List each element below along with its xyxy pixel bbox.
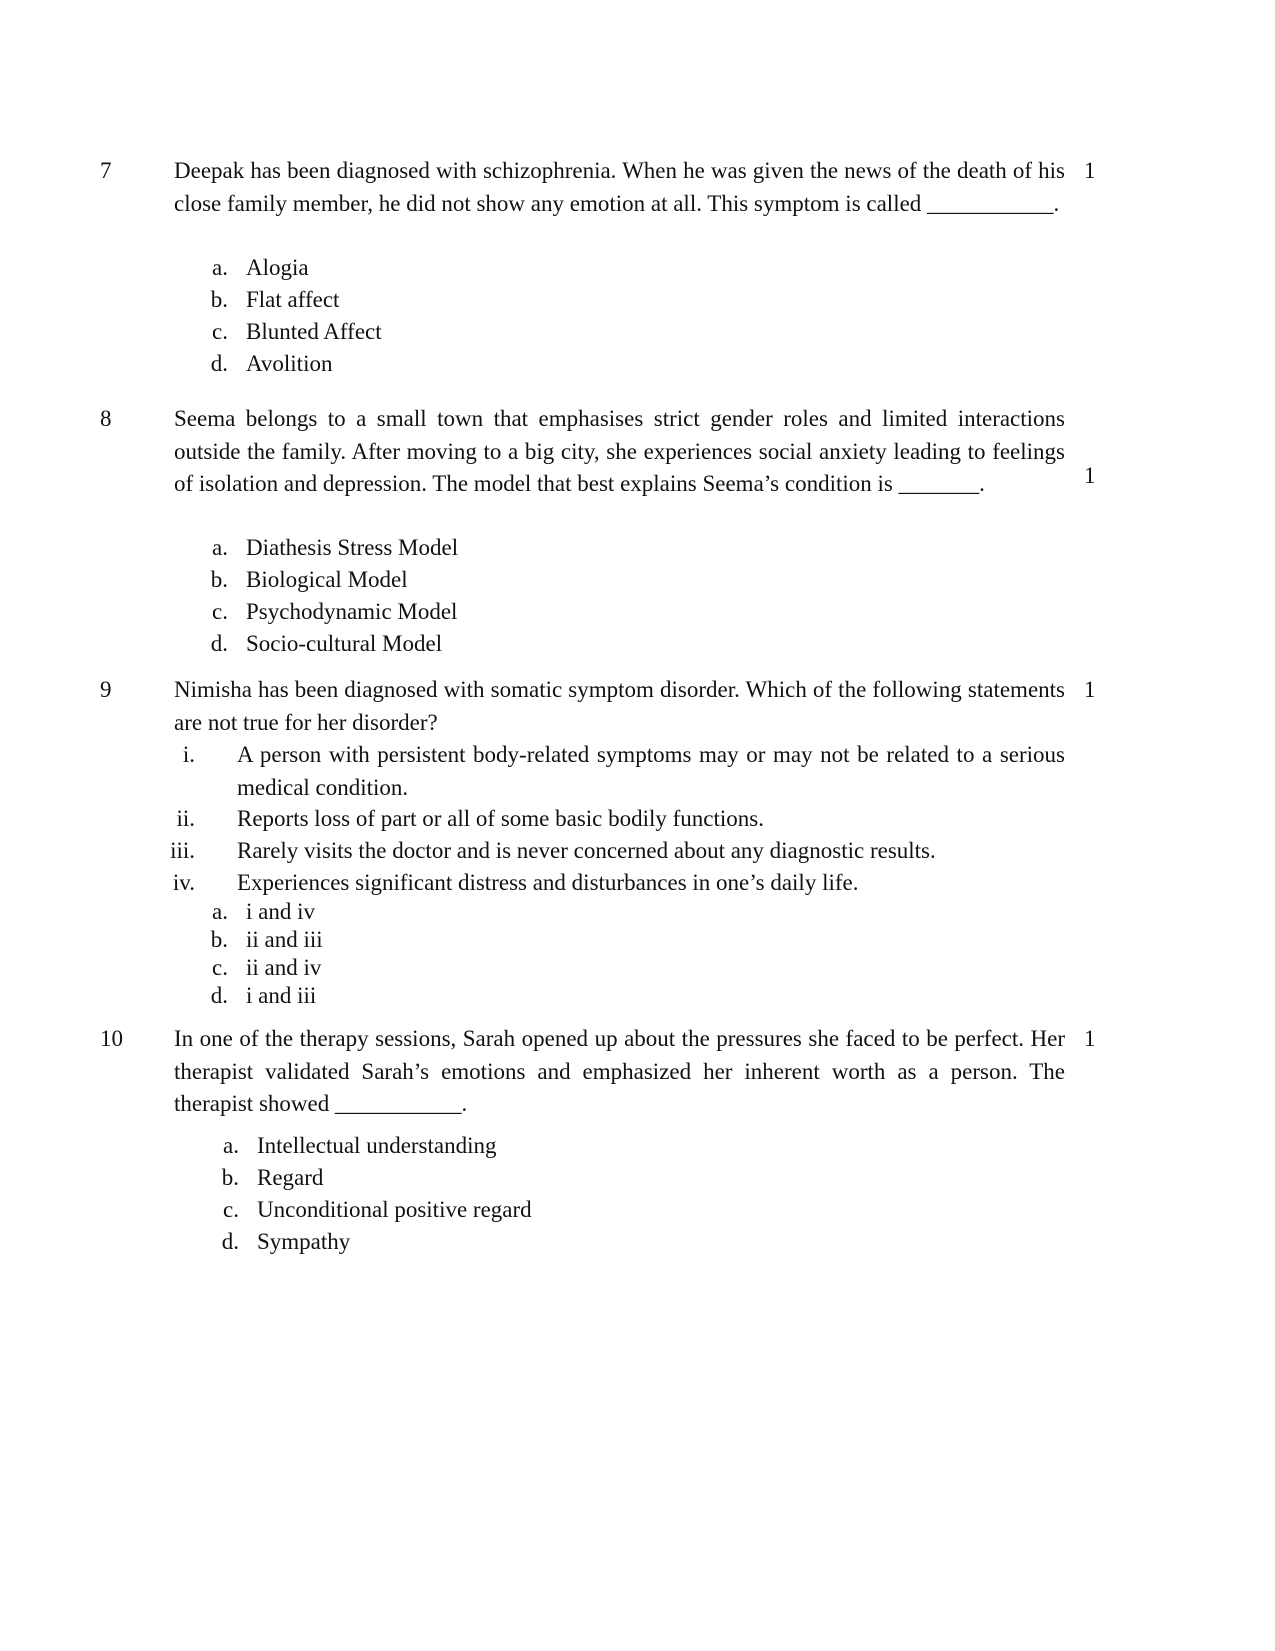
option-text: Diathesis Stress Model xyxy=(246,535,459,560)
option-letter: d. xyxy=(210,631,228,656)
statement-text: Rarely visits the doctor and is never concerned about any diagnostic results. xyxy=(237,838,936,863)
question-number: 10 xyxy=(100,1026,123,1051)
question-marks: 1 xyxy=(1084,463,1096,488)
question-number: 8 xyxy=(100,406,112,431)
option-text: i and iii xyxy=(246,983,317,1008)
statement-number: i. xyxy=(182,742,195,767)
option-letter: d. xyxy=(210,983,228,1008)
option-letter: d. xyxy=(221,1229,239,1254)
option-letter: c. xyxy=(212,319,228,344)
statement-number: ii. xyxy=(176,806,195,831)
option-text: Alogia xyxy=(246,255,309,280)
question-number: 9 xyxy=(100,677,112,702)
option-letter: a. xyxy=(212,899,228,924)
question-marks: 1 xyxy=(1084,677,1096,702)
option-text: Blunted Affect xyxy=(246,319,382,344)
statement-number: iii. xyxy=(170,838,195,863)
question-marks: 1 xyxy=(1084,158,1096,183)
option-text: ii and iv xyxy=(246,955,322,980)
option-text: Biological Model xyxy=(246,567,408,592)
option-letter: c. xyxy=(212,599,228,624)
option-text: Socio-cultural Model xyxy=(246,631,443,656)
option-letter: a. xyxy=(212,535,228,560)
option-letter: c. xyxy=(223,1197,239,1222)
question-number: 7 xyxy=(100,158,112,183)
statement-text: A person with persistent body-related symptoms may or may not be related to a serious medical condition. xyxy=(237,742,1065,800)
option-text: i and iv xyxy=(246,899,315,924)
option-text: Regard xyxy=(257,1165,324,1190)
option-letter: d. xyxy=(210,351,228,376)
option-letter: c. xyxy=(212,955,228,980)
option-text: Sympathy xyxy=(257,1229,351,1254)
option-letter: b. xyxy=(210,287,228,312)
option-text: Flat affect xyxy=(246,287,340,312)
question-text: In one of the therapy sessions, Sarah opened up about the pressures she faced to be perfect. Her therapist validated Sarah’s emotions and emphasized her inherent worth as a person. The therapist showed ___________. xyxy=(174,1026,1065,1116)
option-text: Unconditional positive regard xyxy=(257,1197,532,1222)
option-letter: a. xyxy=(212,255,228,280)
question-text: Nimisha has been diagnosed with somatic symptom disorder. Which of the following statements are not true for her disorder? xyxy=(174,677,1065,735)
question-text: Seema belongs to a small town that emphasises strict gender roles and limited interactions outside the family. After moving to a big city, she experiences social anxiety leading to feelings of isolation and depression. The model that best explains Seema’s condition is _______. xyxy=(174,406,1065,496)
question-marks: 1 xyxy=(1084,1026,1096,1051)
statement-text: Experiences significant distress and disturbances in one’s daily life. xyxy=(237,870,859,895)
option-letter: b. xyxy=(210,567,228,592)
question-text: Deepak has been diagnosed with schizophrenia. When he was given the news of the death of his close family member, he did not show any emotion at all. This symptom is called ___________. xyxy=(174,158,1065,216)
option-letter: a. xyxy=(223,1133,239,1158)
statement-number: iv. xyxy=(172,870,195,895)
statement-text: Reports loss of part or all of some basic bodily functions. xyxy=(237,806,765,831)
option-text: ii and iii xyxy=(246,927,323,952)
option-letter: b. xyxy=(221,1165,239,1190)
option-letter: b. xyxy=(210,927,228,952)
option-text: Psychodynamic Model xyxy=(246,599,458,624)
option-text: Intellectual understanding xyxy=(257,1133,497,1158)
option-text: Avolition xyxy=(246,351,333,376)
